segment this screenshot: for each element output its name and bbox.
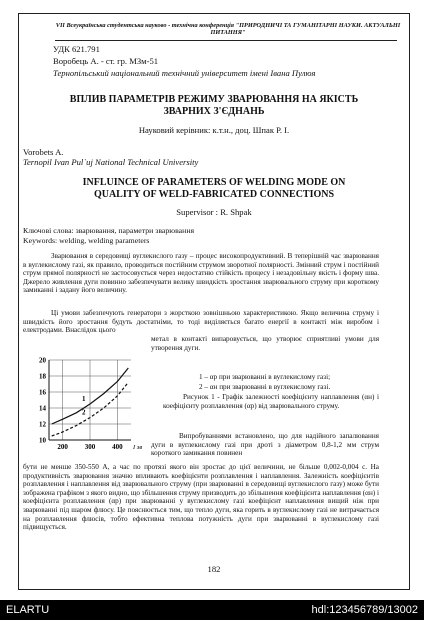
page-number: 182 <box>207 564 221 574</box>
author-ua: Воробець А. - ст. гр. МЗм-51 <box>53 56 159 66</box>
series-label-1: 1 <box>82 395 86 403</box>
affiliation-en: Ternopil Ivan Pul`uj National Technical University <box>23 157 199 167</box>
conference-header: VII Всеукраїнська студентська науково - технічна конференція "ПРИРОДНИЧІ ТА ГУМАНІТАРНІ НАУКИ. АКТУАЛЬНІ ПИТАННЯ" <box>55 22 401 37</box>
coefficient-chart <box>27 354 147 464</box>
x-axis-label: I зв <box>133 444 143 451</box>
title-ua: ВПЛИВ ПАРАМЕТРІВ РЕЖИМУ ЗВАРЮВАННЯ НА ЯКІСТЬ ЗВАРНИХ З'ЄДНАНЬ <box>69 94 359 117</box>
affiliation-ua: Тернопільський національний технічний університет імені Івана Пулюя <box>53 68 316 78</box>
y-tick-label: 10 <box>39 436 46 445</box>
paragraph-1: Зварювання в середовищі вуглекислого газу – процес високопродуктивний. В теперішній час зварювання в вуглекислому газі, як правило, проводиться постійним струмом зворотної полярності. Змінний струм і постійний струм прямої полярності не застосовується через недостатню стійкість процесу і незадовільну якість і форму шва. Джерело живлення дуги повинно забезпечувати велику швидкість зростання зварювального струму при короткому замиканні і задану його величину. <box>23 252 379 295</box>
keywords-en: Keywords: welding, welding parameters <box>23 236 150 245</box>
supervisor-ua: Науковий керівник: к.т.н., доц. Шпак Р. І. <box>138 125 290 135</box>
paragraph-2-side: метал в контакті випаровується, що утворює сприятливі умови для утворення дуги. <box>151 335 379 352</box>
y-tick-label: 14 <box>39 404 46 413</box>
paper-page <box>18 13 410 590</box>
author-en: Vorobets A. <box>23 147 64 157</box>
figure-caption: Рисунок 1 - Графік залежності коефіцієнту наплавлення (αн) і коефіцієнту розплавлення (αр) від зварювального струму. <box>163 393 379 410</box>
x-tick-label: 200 <box>57 443 68 451</box>
series-label-2: 2 <box>82 408 86 417</box>
y-tick-label: 12 <box>39 420 46 429</box>
footer-right: hdl:123456789/13002 <box>311 604 418 616</box>
y-tick-label: 20 <box>39 356 46 365</box>
chart-grid <box>49 360 131 440</box>
footer-left: ELARTU <box>6 604 50 616</box>
repository-footer <box>0 600 424 620</box>
paragraph-3-side: Випробуваннями встановлено, що для надійного запалювання дуги в вуглекислому газі при дроті з діаметром 0,8-1,2 мм струм короткого замикання повинен <box>151 432 379 458</box>
x-tick-label: 300 <box>84 443 96 451</box>
paragraph-3: бути не менше 350-550 А, а час по протязі якого він зростає до цієї величини, не більше 0,002-0,004 с. На продуктивність зварювання значно впливають коефіцієнти розплавлення і наплавлення. Залежність коефіцієнтів розплавлення і наплавлення від зварювального струму (при зварюванні в середовищі вуглекислого газу) може бути зображена графіком з якого видно, що збільшення струму призводить до збільшення коефіцієнта наплавлення (αн) і коефіцієнта розплавлення (αр) при зварюванні у вуглекислому газі коефіцієнт наплавлення вищий ніж при зварюванні під шаром флюсу. Це пояснюється тим, що тепло дуги, яка горить в вуглекислому газі не витрачається на розплавлення флюсів, тобто ефективна теплова потужність дуги при зварюванні в вуглекислому газі підвищується. <box>23 463 379 532</box>
udc-code: УДК 621.791 <box>53 44 100 54</box>
y-tick-label: 16 <box>39 388 46 397</box>
legend-2: 2 – αн при зварюванні в вуглекислому газі. <box>199 383 331 391</box>
y-tick-label: 18 <box>39 372 46 381</box>
legend-1: 1 – αр при зварюванні в вуглекислому газі; <box>199 373 331 381</box>
x-tick-label: 400 <box>112 443 123 451</box>
header-divider <box>55 40 397 41</box>
paragraph-2: Ці умови забезпечують генератори з жорсткою зовнішньою характеристикою. Якщо величина струму і швидкість його зростання будуть достатніми, то тоді виділяється багато енергії в контакті між виробом і електродами. Внаслідок цього <box>23 309 379 335</box>
keywords-ua: Ключові слова: зварювання, параметри зварювання <box>23 226 195 235</box>
supervisor-en: Supervisor : R. Shpak <box>176 207 252 217</box>
title-en: INFLUINCE OF PARAMETERS OF WELDING MODE ON QUALITY OF WELD-FABRICATED CONNECTIONS <box>82 177 346 200</box>
